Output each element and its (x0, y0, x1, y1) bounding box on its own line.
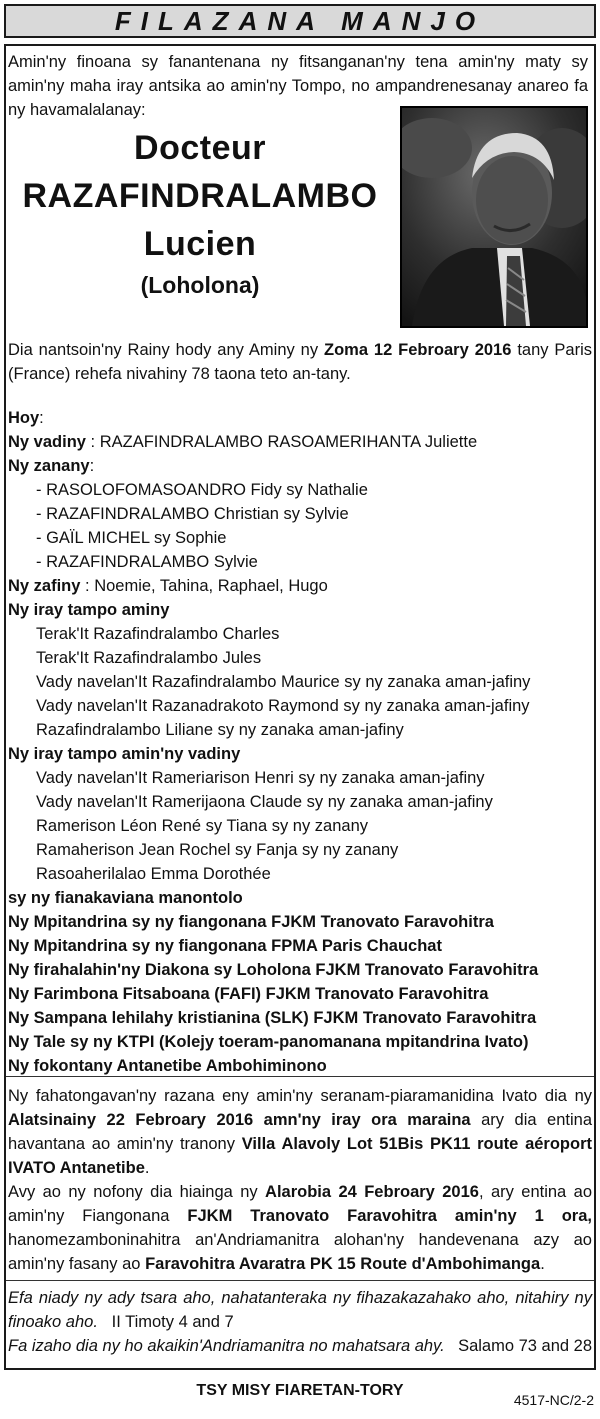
arrival-text: Ny fahatongavan'ny razana eny amin'ny seranam-piaramanidina Ivato dia ny Alatsinainy 22 Febroary 2016 amn'ny iray ora maraina ary dia entina havantana ao amin'ny tranony Villa Alavoly Lot 51Bis PK11 route aéroport IVATO Antanetibe. (8, 1087, 592, 1177)
spouse-label: Ny vadiny (8, 433, 86, 451)
death-notice: Dia nantsoin'ny Rainy hody any Aminy ny Zoma 12 Febroary 2016 tany Paris (France) rehefa nivahiny 78 taona teto an-tany. (8, 341, 593, 383)
intro-text: Amin'ny finoana sy fanantenana ny fitsanganan'ny tena amin'ny maty sy amin'ny maha iray antsika ao amin'ny Tompo, no ampandrenesanay anareo fa ny havamalalanay: (8, 53, 588, 119)
list-item: - RAZAFINDRALAMBO Sylvie (36, 553, 258, 571)
list-item: Vady navelan'It Razafindralambo Maurice sy ny zanaka aman-jafiny (36, 673, 531, 691)
spouse-name: : RAZAFINDRALAMBO RASOAMERIHANTA Juliette (85, 433, 478, 451)
siblings-label: Ny iray tampo aminy (8, 601, 170, 619)
list-item: Terak'It Razafindralambo Charles (36, 625, 280, 643)
verse-2-ref: Salamo 73 and 28 (458, 1337, 592, 1355)
grandchildren-names: : Noemie, Tahina, Raphael, Hugo (80, 577, 328, 595)
family-list: Hoy: Ny vadiny : RAZAFINDRALAMBO RASOAMERIHANTA Juliette Ny zanany: - RASOLOFOMASOANDRO Fidy sy Nathalie - RAZAFINDRALAMBO Christian sy Sylvie - GAÏL MICHEL sy Sophie - RAZAFINDRALAMBO Sylvie Ny zafiny : Noemie, Tahina, Raphael, Hugo Ny iray tampo aminy Terak'It Razafindralambo Charles Terak'It Razafindralambo Jules Vady navelan'It Razafindralambo Maurice sy ny zanaka aman-jafiny Vady navelan'It Razanadrakoto Raymond sy ny zanaka aman-jafiny Razafindralambo Liliane sy ny zanaka aman-jafiny Ny iray tampo amin'ny vadiny Vady navelan'It Rameriarison Henri sy ny zanaka aman-jafiny Vady navelan'It Ramerijaona Claude sy ny zanaka aman-jafiny Ramerison Léon René sy Tiana sy ny zanany Ramaherison Jean Rochel sy Fanja sy ny zanany Rasoaherilalao Emma Dorothée sy ny fianakaviana manontolo Ny Mpitandrina sy ny fiangonana FJKM Tranovato Faravohitra Ny Mpitandrina sy ny fiangonana FPMA Paris Chauchat Ny firahalahin'ny Diakona sy Loholona FJKM Tranovato Faravohitra Ny Farimbona Fitsaboana (FAFI) FJKM Tranovato Faravohitra Ny Sampana lehilahy kristianina (SLK) FJKM Tranovato Faravohitra Ny Tale sy ny KTPI (Kolejy toeram-panomanana mpitandrina Ivato) Ny fokontany Antanetibe Ambohiminono (8, 406, 592, 1078)
list-item: Ny Tale sy ny KTPI (Kolejy toeram-panomanana mpitandrina Ivato) (8, 1033, 529, 1051)
list-item: Terak'It Razafindralambo Jules (36, 649, 262, 667)
footer-code: 4517-NC/2-2 (513, 1392, 594, 1408)
list-item: - RASOLOFOMASOANDRO Fidy sy Nathalie (36, 481, 368, 499)
divider (6, 1280, 594, 1281)
portrait-photo (400, 106, 588, 328)
list-item: Ny Sampana lehilahy kristianina (SLK) FJKM Tranovato Faravohitra (8, 1009, 537, 1027)
deceased-firstname: Lucien (143, 225, 257, 263)
spouse-siblings-label: Ny iray tampo amin'ny vadiny (8, 745, 241, 763)
deceased-name (10, 124, 390, 300)
verse-1-ref: II Timoty 4 and 7 (111, 1313, 234, 1331)
death-date: Zoma 12 Febroary 2016 (324, 341, 512, 359)
list-item: sy ny fianakaviana manontolo (8, 889, 243, 907)
list-item: Ny Mpitandrina sy ny fiangonana FJKM Tranovato Faravohitra (8, 913, 494, 931)
portrait-icon (402, 108, 586, 326)
hoy-label: Hoy (8, 409, 40, 427)
footer-motto: TSY MISY FIARETAN-TORY (196, 1382, 404, 1399)
grandchildren-label: Ny zafiny (8, 577, 81, 595)
list-item: Ny fokontany Antanetibe Ambohiminono (8, 1057, 327, 1075)
list-item: Vady navelan'It Ramerijaona Claude sy ny zanaka aman-jafiny (36, 793, 493, 811)
funeral-text: Avy ao ny nofony dia hiainga ny Alarobia 24 Febroary 2016, ary entina ao amin'ny Fiangonana FJKM Tranovato Faravohitra amin'ny 1 ora, hanomezamboninahitra an'Andriamanitra alohan'ny handevenana azy ao amin'ny fasany ao Faravohitra Avaratra PK 15 Route d'Ambohimanga. (8, 1183, 592, 1273)
closing-verses (8, 1286, 592, 1358)
list-item: Vady navelan'It Rameriarison Henri sy ny zanaka aman-jafiny (36, 769, 485, 787)
deceased-title: Docteur (134, 129, 266, 167)
list-item: Razafindralambo Liliane sy ny zanaka aman-jafiny (36, 721, 404, 739)
list-item: Vady navelan'It Razanadrakoto Raymond sy ny zanaka aman-jafiny (36, 697, 530, 715)
list-item: Rasoaherilalao Emma Dorothée (36, 865, 271, 883)
list-item: Ny Farimbona Fitsaboana (FAFI) FJKM Tranovato Faravohitra (8, 985, 489, 1003)
list-item: Ramerison Léon René sy Tiana sy ny zanany (36, 817, 369, 835)
children-label: Ny zanany (8, 457, 90, 475)
verse-1: Efa niady ny ady tsara aho, nahatanteraka ny fihazakazahako aho, nitahiry ny finoako aho. (8, 1289, 592, 1331)
list-item: - RAZAFINDRALAMBO Christian sy Sylvie (36, 505, 349, 523)
list-item: Ny firahalahin'ny Diakona sy Loholona FJKM Tranovato Faravohitra (8, 961, 539, 979)
divider (6, 1076, 594, 1077)
notice-title: FILAZANA MANJO (114, 5, 486, 36)
list-item: Ramaherison Jean Rochel sy Fanja sy ny zanany (36, 841, 399, 859)
deceased-surname: RAZAFINDRALAMBO (22, 177, 378, 215)
verse-2: Fa izaho dia ny ho akaikin'Andriamanitra no mahatsara ahy. (8, 1337, 445, 1355)
notice-header (4, 4, 596, 38)
deceased-role: (Loholona) (140, 272, 260, 298)
list-item: - GAÏL MICHEL sy Sophie (36, 529, 227, 547)
list-item: Ny Mpitandrina sy ny fiangonana FPMA Paris Chauchat (8, 937, 442, 955)
